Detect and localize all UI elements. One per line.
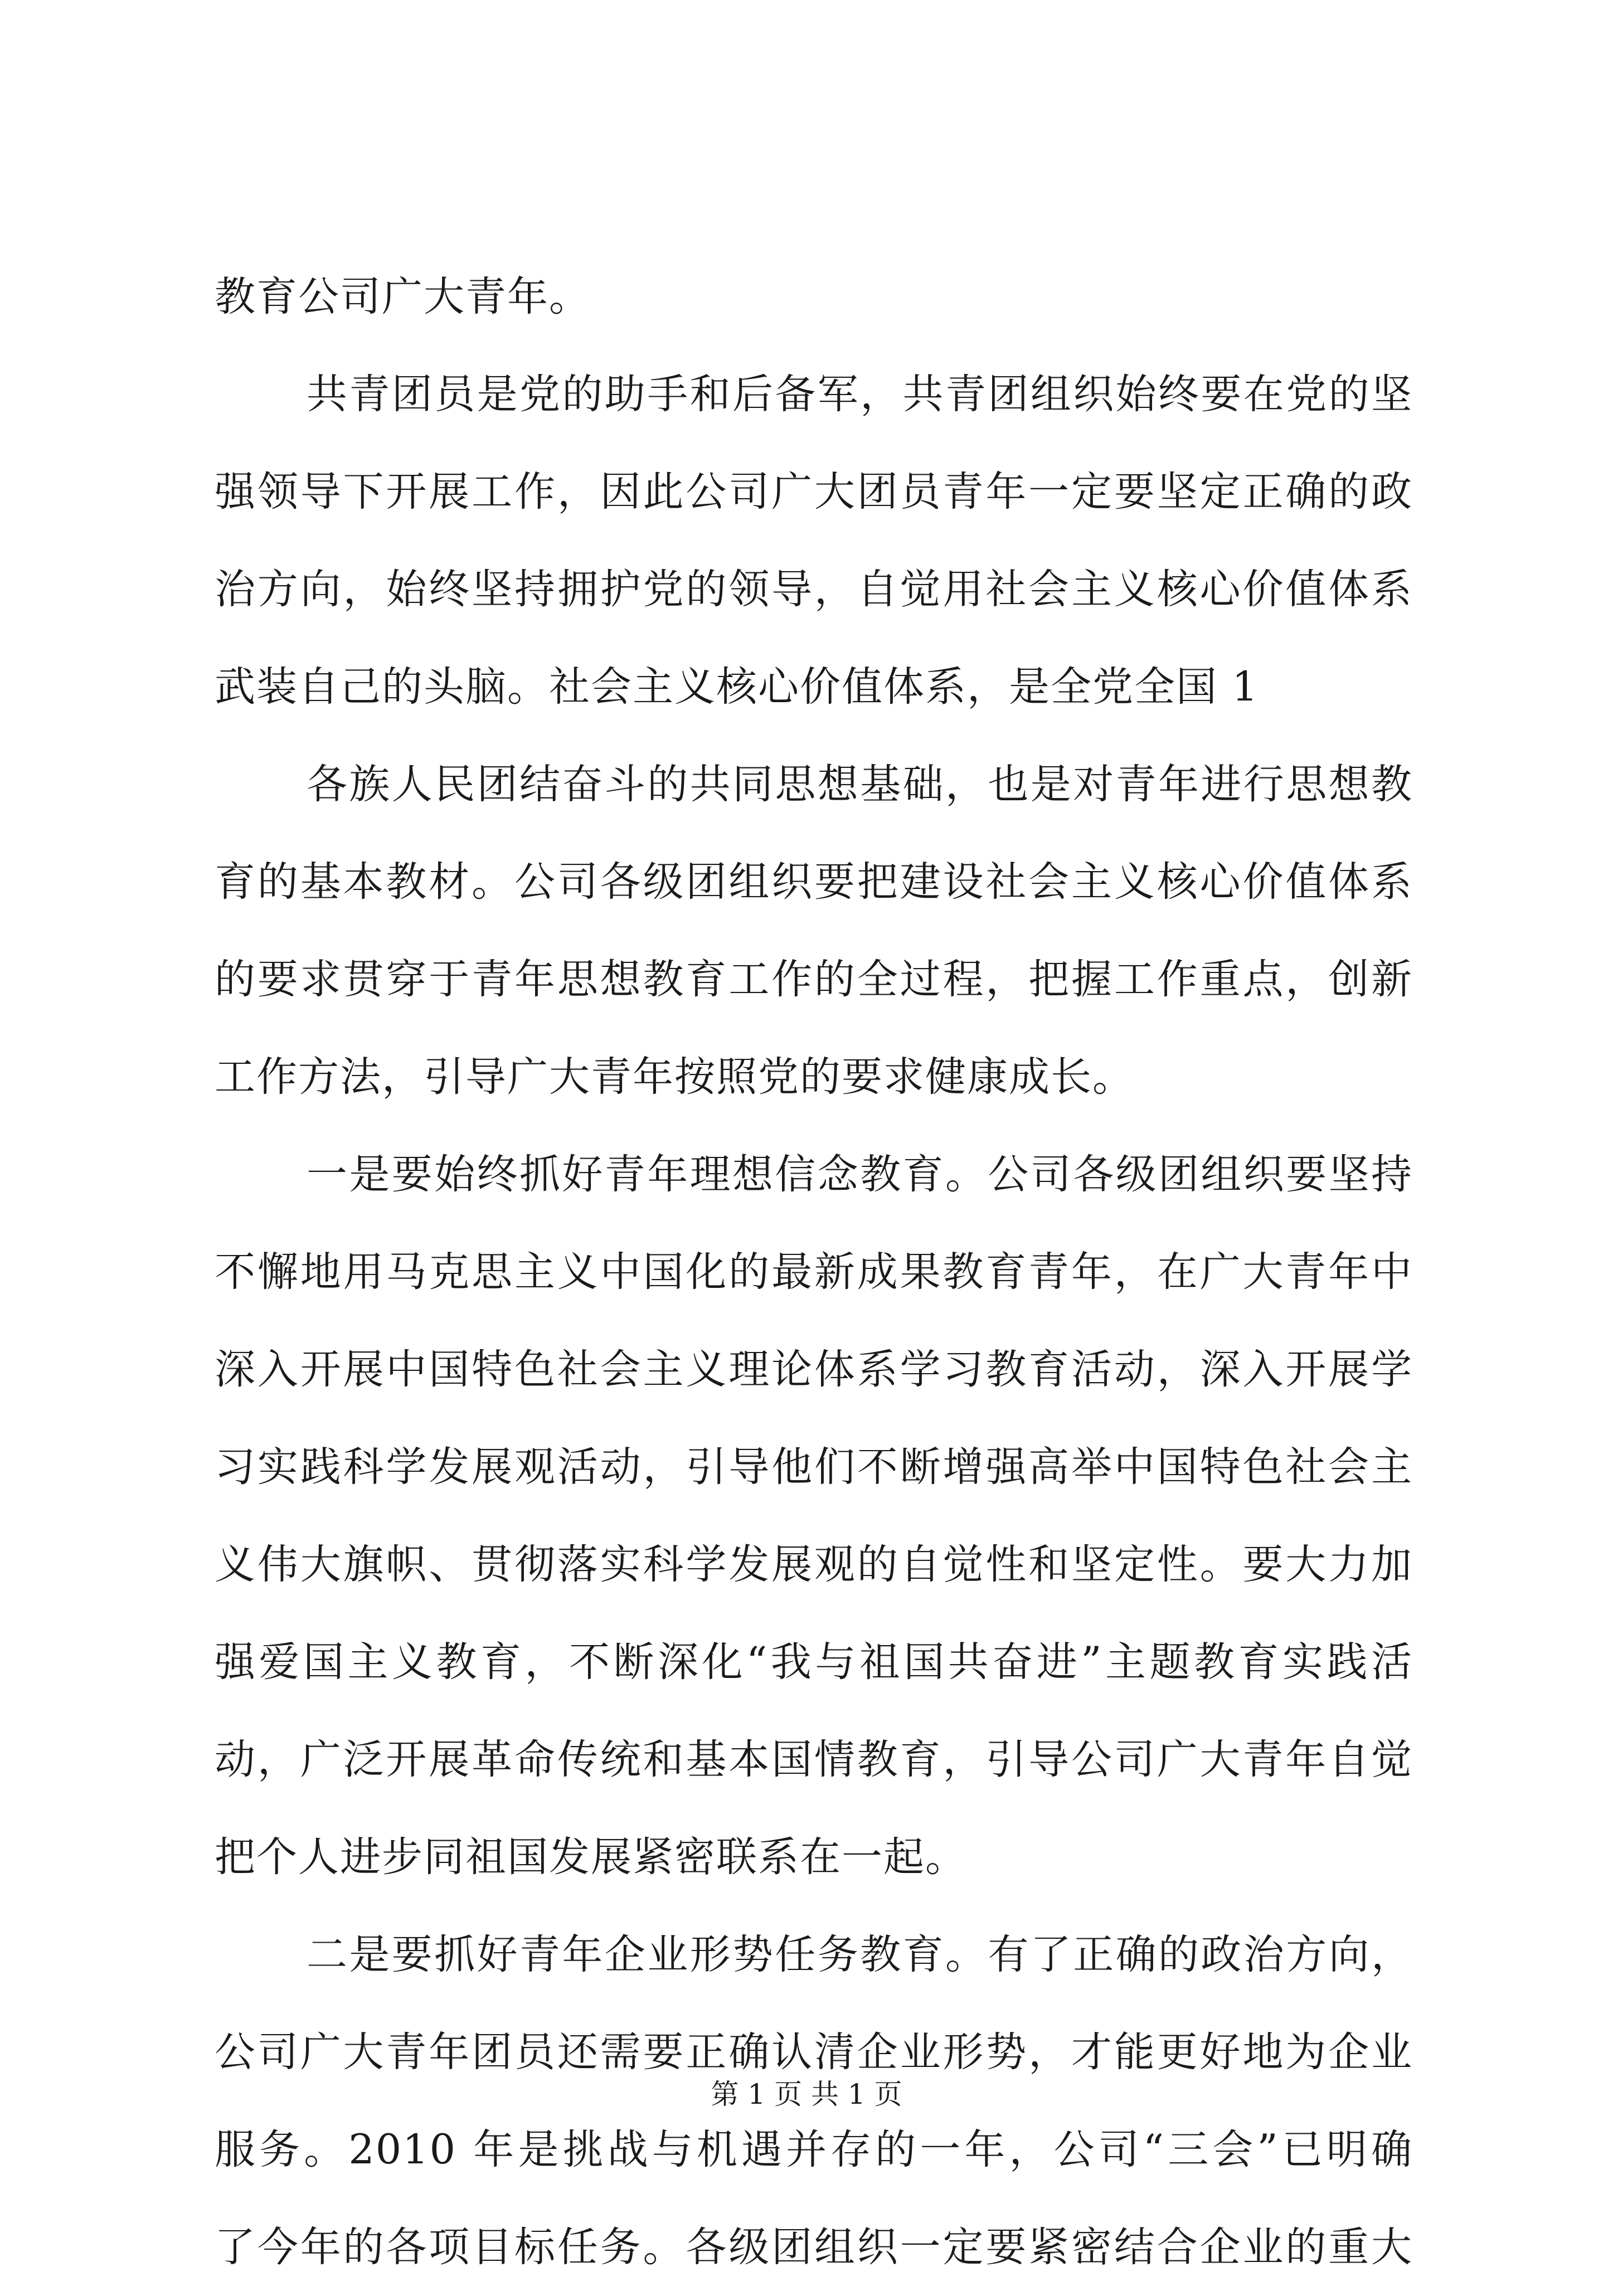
text-line: 一是要始终抓好青年理想信念教育。公司各级团组织要坚持 <box>307 1151 1413 1198</box>
text-line: 把个人进步同祖国发展紧密联系在一起。 <box>215 1833 967 1881</box>
text-line: 育的基本教材。公司各级团组织要把建设社会主义核心价值体系 <box>215 858 1413 906</box>
text-line: 公司广大青年团员还需要正确认清企业形势，才能更好地为企业 <box>215 2029 1413 2076</box>
text-line: 各族人民团结奋斗的共同思想基础，也是对青年进行思想教 <box>307 761 1413 808</box>
text-line: 强领导下开展工作，因此公司广大团员青年一定要坚定正确的政 <box>215 468 1413 515</box>
text-line: 深入开展中国特色社会主义理论体系学习教育活动，深入开展学 <box>215 1346 1413 1393</box>
text-line: 工作方法，引导广大青年按照党的要求健康成长。 <box>215 1053 1134 1101</box>
text-line: 武装自己的头脑。社会主义核心价值体系，是全党全国 1 <box>215 663 1259 711</box>
text-line: 不懈地用马克思主义中国化的最新成果教育青年，在广大青年中 <box>215 1248 1413 1296</box>
text-line: 动，广泛开展革命传统和基本国情教育，引导公司广大青年自觉 <box>215 1736 1413 1783</box>
text-line: 强爱国主义教育，不断深化“我与祖国共奋进”主题教育实践活 <box>215 1638 1413 1686</box>
text-line: 治方向，始终坚持拥护党的领导，自觉用社会主义核心价值体系 <box>215 566 1413 613</box>
text-line: 二是要抓好青年企业形势任务教育。有了正确的政治方向， <box>307 1931 1413 1978</box>
text-line: 教育公司广大青年。 <box>215 273 591 320</box>
text-line: 共青团员是党的助手和后备军，共青团组织始终要在党的坚 <box>307 371 1413 418</box>
text-line: 的要求贯穿于青年思想教育工作的全过程，把握工作重点，创新 <box>215 956 1413 1003</box>
text-line: 服务。2010 年是挑战与机遇并存的一年，公司“三会”已明确 <box>215 2126 1413 2173</box>
text-line: 习实践科学发展观活动，引导他们不断增强高举中国特色社会主 <box>215 1443 1413 1491</box>
document-body <box>215 248 1413 2296</box>
text-line: 了今年的各项目标任务。各级团组织一定要紧密结合企业的重大 <box>215 2224 1413 2271</box>
page-footer: 第 1 页 共 1 页 <box>711 2078 902 2110</box>
text-line: 义伟大旗帜、贯彻落实科学发展观的自觉性和坚定性。要大力加 <box>215 1541 1413 1588</box>
